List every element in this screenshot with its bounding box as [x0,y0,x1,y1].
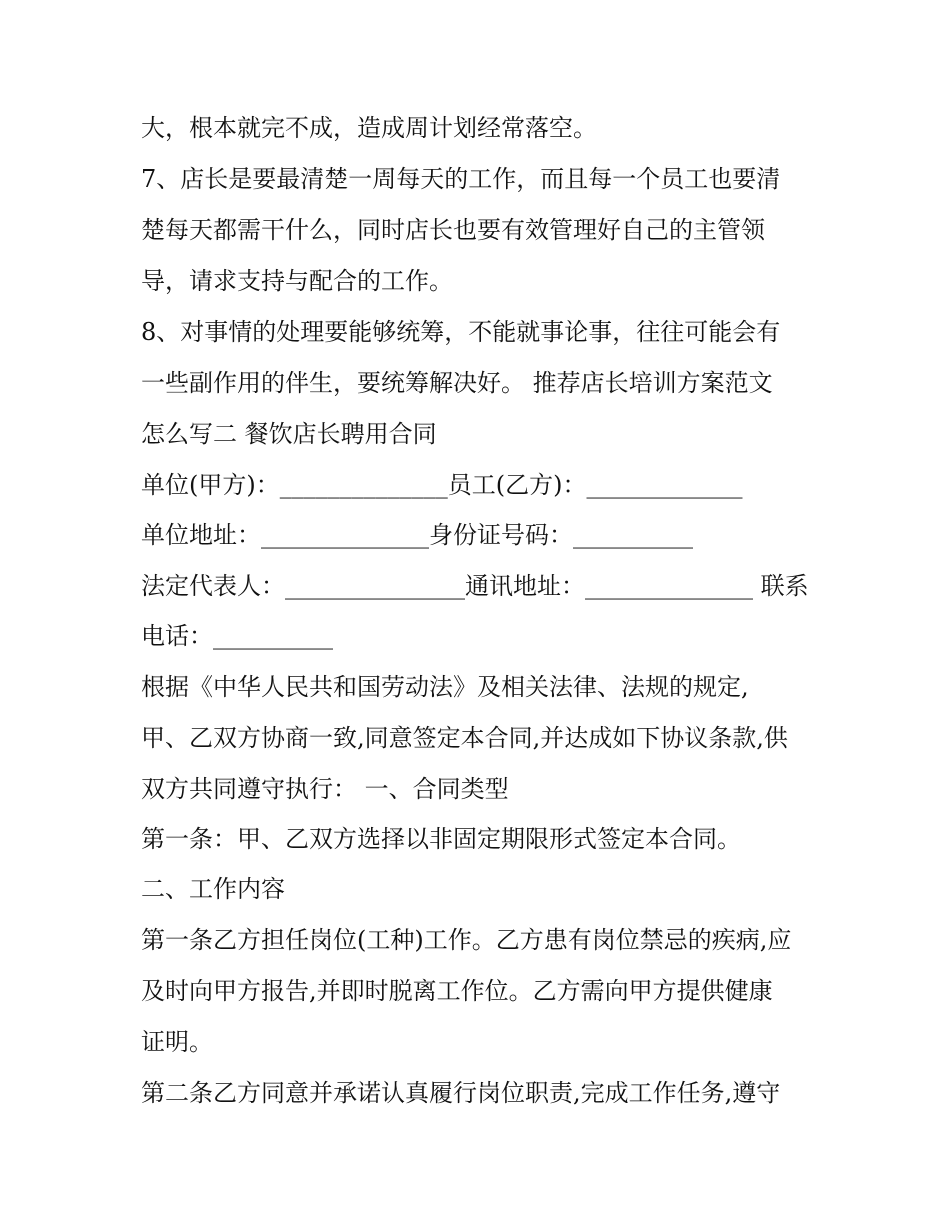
text-line: 7、店长是要最清楚一周每天的工作，而且每一个员工也要清 [141,165,781,193]
text-line: 第一条：甲、乙双方选择以非固定期限形式签定本合同。 [141,825,741,853]
text-line: 大，根本就完不成，造成周计划经常落空。 [141,114,597,142]
form-field-line: 法定代表人：_______________通讯地址：______________ 联系 [141,572,809,600]
text-line: 楚每天都需干什么，同时店长也要有效管理好自己的主管领 [141,216,765,244]
text-line: 根据《中华人民共和国劳动法》及相关法律、法规的规定, [141,673,749,701]
section-heading: 二、工作内容 [141,875,285,903]
text-line: 第二条乙方同意并承诺认真履行岗位职责,完成工作任务,遵守 [141,1079,781,1107]
text-line: 及时向甲方报告,并即时脱离工作位。乙方需向甲方提供健康 [141,977,773,1005]
text-line: 8、对事情的处理要能够统筹，不能就事论事，往往可能会有 [141,318,781,346]
text-line: 第一条乙方担任岗位(工种)工作。乙方患有岗位禁忌的疾病,应 [141,926,792,954]
text-line: 导，请求支持与配合的工作。 [141,267,453,295]
text-line: 双方共同遵守执行： 一、合同类型 [141,775,509,803]
form-field-line: 单位(甲方)：______________员工(乙方)：_____________ [141,471,743,499]
text-line: 甲、乙双方协商一致,同意签定本合同,并达成如下协议条款,供 [141,724,788,752]
form-field-line: 单位地址：______________身份证号码：__________ [141,521,693,549]
text-line: 怎么写二 餐饮店长聘用合同 [141,420,437,448]
text-line: 证明。 [141,1028,213,1056]
form-field-line: 电话：__________ [141,622,333,650]
text-line: 一些副作用的伴生，要统筹解决好。 推荐店长培训方案范文 [141,369,773,397]
